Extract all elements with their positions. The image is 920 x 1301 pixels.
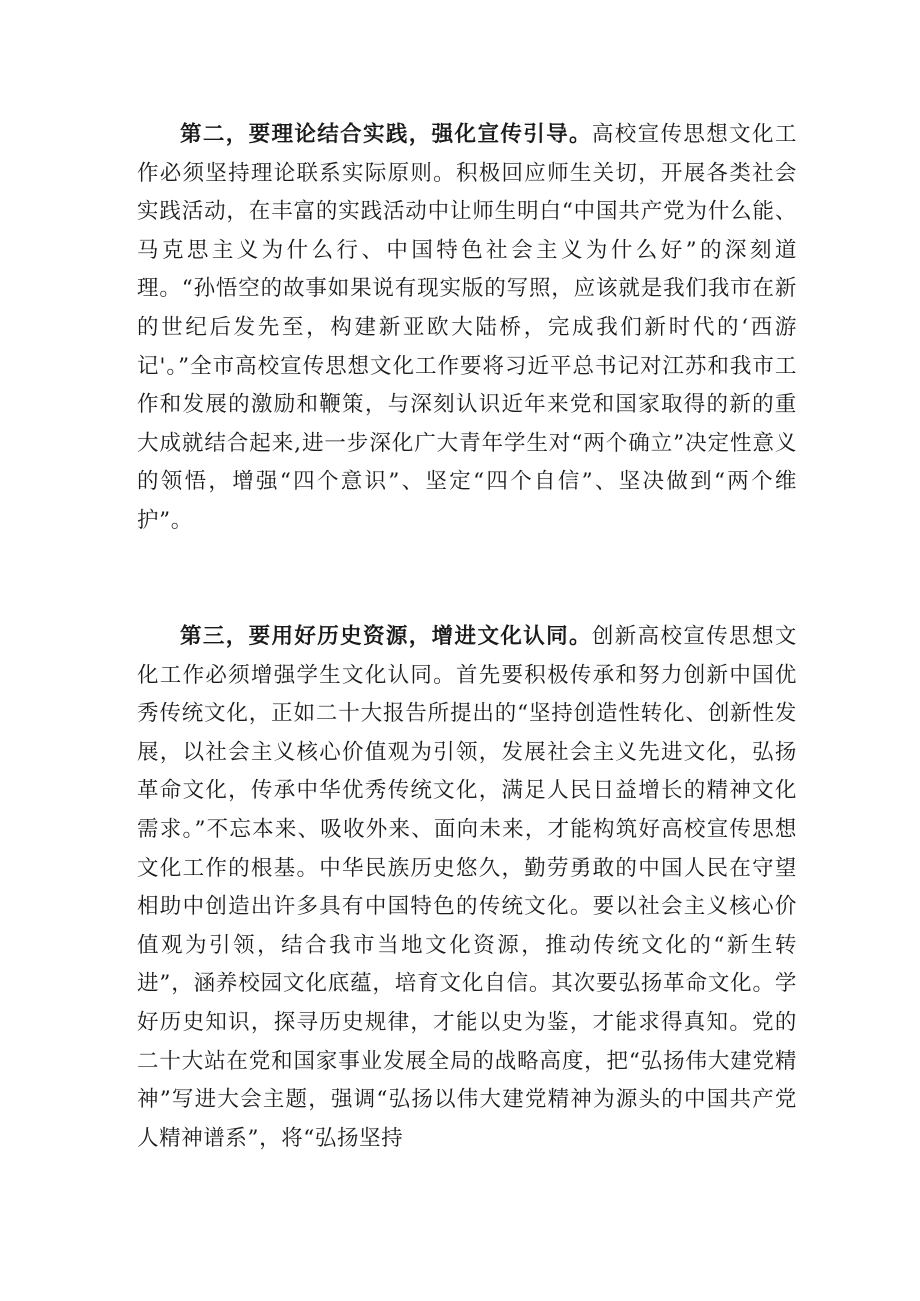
paragraph-lead-heading: 第二，要理论结合实践，强化宣传引导。 <box>180 122 592 147</box>
paragraph-body-text: 高校宣传思想文化工作必须坚持理论联系实际原则。积极回应师生关切，开展各类社会实践活动，在丰富的实践活动中让师生明白“中国共产党为什么能、马克思主义为什么行、中国特色社会主义为什么好”的深刻道理。“孙悟空的故事如果说有现实版的写照，应该就是我们我市在新的世纪后发先至，构建新亚欧大陆桥，完成我们新时代的‘西游记'。”全市高校宣传思想文化工作要将习近平总书记对江苏和我市工作和发展的激励和鞭策，与深刻认识近年来党和国家取得的新的重大成就结合起来,进一步深化广大青年学生对“两个确立”决定性意义的领悟，增强“四个意识”、坚定“四个自信”、坚决做到“两个维护”。 <box>137 122 797 533</box>
paragraph-second-point <box>137 116 797 541</box>
paragraph-lead-heading: 第三，要用好历史资源，增进文化认同。 <box>180 624 592 649</box>
paragraph-third-point <box>137 618 797 1158</box>
paragraph-body-text: 创新高校宣传思想文化工作必须增强学生文化认同。首先要积极传承和努力创新中国优秀传统文化，正如二十大报告所提出的“坚持创造性转化、创新性发展，以社会主义核心价值观为引领，发展社会主义先进文化，弘扬革命文化，传承中华优秀传统文化，满足人民日益增长的精神文化需求。”不忘本来、吸收外来、面向未来，才能构筑好高校宣传思想文化工作的根基。中华民族历史悠久，勤劳勇敢的中国人民在守望相助中创造出许多具有中国特色的传统文化。要以社会主义核心价值观为引领，结合我市当地文化资源，推动传统文化的“新生转进”，涵养校园文化底蕴，培育文化自信。其次要弘扬革命文化。学好历史知识，探寻历史规律，才能以史为鉴，才能求得真知。党的二十大站在党和国家事业发展全局的战略高度，把“弘扬伟大建党精神”写进大会主题，强调“弘扬以伟大建党精神为源头的中国共产党人精神谱系”，将“弘扬坚持 <box>137 624 797 1151</box>
